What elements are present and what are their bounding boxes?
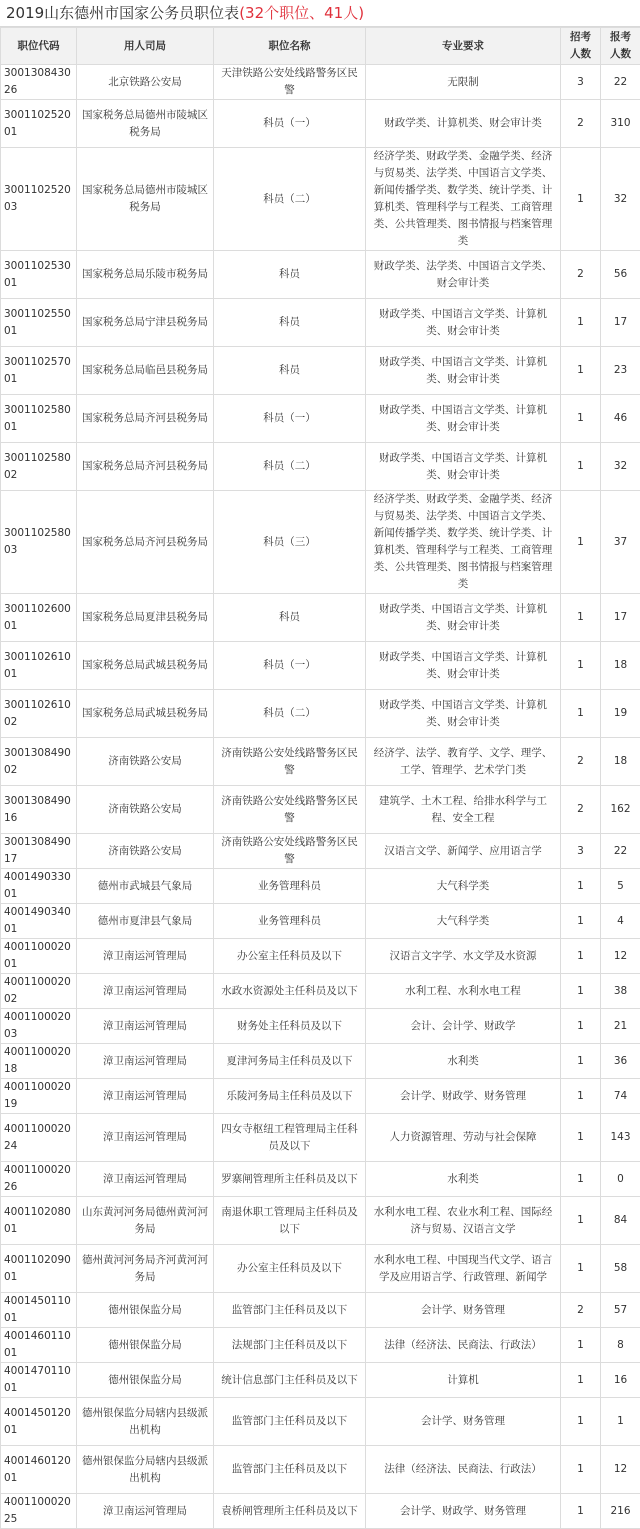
cell-major: 会计学、财务管理 (366, 1293, 561, 1328)
cell-major: 法律（经济法、民商法、行政法） (366, 1328, 561, 1363)
cell-major: 财政学类、中国语言文学类、计算机类、财会审计类 (366, 690, 561, 738)
table-row (1, 1197, 640, 1245)
cell-quota: 1 (561, 1494, 601, 1529)
cell-dept: 漳卫南运河管理局 (77, 1009, 214, 1044)
cell-position: 科员 (214, 299, 366, 347)
cell-dept: 国家税务总局德州市陵城区税务局 (77, 100, 214, 148)
table-row (1, 690, 640, 738)
cell-major: 会计学、财政学、财务管理 (366, 1079, 561, 1114)
cell-quota: 1 (561, 974, 601, 1009)
cell-position: 科员（二） (214, 443, 366, 491)
cell-applicants: 23 (601, 347, 640, 395)
cell-code: 300110257001 (1, 347, 77, 395)
cell-code: 400149033001 (1, 869, 77, 904)
positions-table (0, 27, 640, 1529)
table-row (1, 738, 640, 786)
table-row (1, 347, 640, 395)
table-row (1, 1494, 640, 1529)
table-row (1, 1162, 640, 1197)
cell-code: 300130849016 (1, 786, 77, 834)
header-dept: 用人司局 (77, 28, 214, 65)
cell-code: 400110002026 (1, 1162, 77, 1197)
cell-dept: 德州市夏津县气象局 (77, 904, 214, 939)
cell-quota: 3 (561, 65, 601, 100)
table-row (1, 594, 640, 642)
cell-quota: 1 (561, 642, 601, 690)
cell-code: 300110258001 (1, 395, 77, 443)
header-code: 职位代码 (1, 28, 77, 65)
table-row (1, 491, 640, 594)
cell-position: 业务管理科员 (214, 869, 366, 904)
cell-position: 科员 (214, 251, 366, 299)
cell-code: 300130843026 (1, 65, 77, 100)
cell-quota: 2 (561, 251, 601, 299)
table-row (1, 1398, 640, 1446)
table-row (1, 1079, 640, 1114)
cell-applicants: 17 (601, 594, 640, 642)
table-row (1, 1446, 640, 1494)
cell-applicants: 74 (601, 1079, 640, 1114)
cell-position: 济南铁路公安处线路警务区民警 (214, 738, 366, 786)
cell-applicants: 22 (601, 65, 640, 100)
cell-code: 400110002024 (1, 1114, 77, 1162)
cell-major: 汉语言文学、新闻学、应用语言学 (366, 834, 561, 869)
cell-code: 400110002019 (1, 1079, 77, 1114)
cell-major: 财政学类、中国语言文学类、计算机类、财会审计类 (366, 395, 561, 443)
cell-quota: 1 (561, 1079, 601, 1114)
cell-major: 会计学、财务管理 (366, 1398, 561, 1446)
cell-quota: 2 (561, 100, 601, 148)
cell-major: 财政学类、中国语言文学类、计算机类、财会审计类 (366, 594, 561, 642)
cell-dept: 国家税务总局德州市陵城区税务局 (77, 148, 214, 251)
cell-position: 乐陵河务局主任科员及以下 (214, 1079, 366, 1114)
cell-code: 400145011001 (1, 1293, 77, 1328)
cell-quota: 1 (561, 1398, 601, 1446)
title-highlight: (32个职位、41人) (239, 4, 364, 22)
cell-major: 财政学类、法学类、中国语言文学类、财会审计类 (366, 251, 561, 299)
cell-applicants: 46 (601, 395, 640, 443)
cell-code: 400110002001 (1, 939, 77, 974)
cell-applicants: 16 (601, 1363, 640, 1398)
cell-applicants: 32 (601, 443, 640, 491)
cell-quota: 1 (561, 1245, 601, 1293)
cell-quota: 1 (561, 869, 601, 904)
cell-major: 大气科学类 (366, 904, 561, 939)
table-row (1, 642, 640, 690)
cell-applicants: 0 (601, 1162, 640, 1197)
table-row (1, 1245, 640, 1293)
cell-applicants: 18 (601, 642, 640, 690)
cell-applicants: 21 (601, 1009, 640, 1044)
cell-position: 科员（一） (214, 642, 366, 690)
cell-position: 监管部门主任科员及以下 (214, 1398, 366, 1446)
cell-applicants: 12 (601, 939, 640, 974)
cell-major: 财政学类、中国语言文学类、计算机类、财会审计类 (366, 443, 561, 491)
cell-dept: 国家税务总局武城县税务局 (77, 642, 214, 690)
table-row (1, 395, 640, 443)
cell-dept: 国家税务总局齐河县税务局 (77, 491, 214, 594)
cell-code: 400110208001 (1, 1197, 77, 1245)
header-major: 专业要求 (366, 28, 561, 65)
table-header-row (1, 28, 640, 65)
cell-position: 监管部门主任科员及以下 (214, 1293, 366, 1328)
cell-dept: 国家税务总局乐陵市税务局 (77, 251, 214, 299)
cell-applicants: 32 (601, 148, 640, 251)
cell-major: 水利工程、水利水电工程 (366, 974, 561, 1009)
cell-dept: 国家税务总局夏津县税务局 (77, 594, 214, 642)
cell-applicants: 5 (601, 869, 640, 904)
cell-quota: 1 (561, 1363, 601, 1398)
cell-quota: 3 (561, 834, 601, 869)
table-title (0, 0, 640, 27)
cell-dept: 德州黄河河务局齐河黄河河务局 (77, 1245, 214, 1293)
cell-position: 科员（二） (214, 690, 366, 738)
table-row (1, 251, 640, 299)
cell-major: 水利类 (366, 1162, 561, 1197)
cell-applicants: 1 (601, 1398, 640, 1446)
table-row (1, 786, 640, 834)
cell-code: 400110002018 (1, 1044, 77, 1079)
cell-quota: 1 (561, 1009, 601, 1044)
cell-dept: 德州银保监分局辖内县级派出机构 (77, 1398, 214, 1446)
table-row (1, 869, 640, 904)
table-row (1, 299, 640, 347)
table-row (1, 65, 640, 100)
cell-code: 400149034001 (1, 904, 77, 939)
table-row (1, 974, 640, 1009)
cell-applicants: 36 (601, 1044, 640, 1079)
cell-dept: 北京铁路公安局 (77, 65, 214, 100)
cell-applicants: 12 (601, 1446, 640, 1494)
cell-dept: 漳卫南运河管理局 (77, 1162, 214, 1197)
cell-code: 300110255001 (1, 299, 77, 347)
cell-quota: 1 (561, 690, 601, 738)
cell-code: 300130849002 (1, 738, 77, 786)
cell-major: 人力资源管理、劳动与社会保障 (366, 1114, 561, 1162)
cell-position: 袁桥闸管理所主任科员及以下 (214, 1494, 366, 1529)
cell-position: 罗寨闸管理所主任科员及以下 (214, 1162, 366, 1197)
cell-position: 财务处主任科员及以下 (214, 1009, 366, 1044)
cell-code: 300110252003 (1, 148, 77, 251)
cell-dept: 济南铁路公安局 (77, 786, 214, 834)
cell-dept: 漳卫南运河管理局 (77, 974, 214, 1009)
cell-major: 水利水电工程、中国现当代文学、语言学及应用语言学、行政管理、新闻学 (366, 1245, 561, 1293)
cell-major: 法律（经济法、民商法、行政法） (366, 1446, 561, 1494)
cell-position: 科员（二） (214, 148, 366, 251)
cell-position: 南退休职工管理局主任科员及以下 (214, 1197, 366, 1245)
cell-applicants: 17 (601, 299, 640, 347)
cell-quota: 1 (561, 904, 601, 939)
cell-code: 400145012001 (1, 1398, 77, 1446)
table-row (1, 1363, 640, 1398)
cell-code: 300110253001 (1, 251, 77, 299)
table-row (1, 939, 640, 974)
cell-dept: 国家税务总局临邑县税务局 (77, 347, 214, 395)
cell-applicants: 4 (601, 904, 640, 939)
cell-major: 计算机 (366, 1363, 561, 1398)
cell-code: 300130849017 (1, 834, 77, 869)
cell-major: 经济学、法学、教育学、文学、理学、工学、管理学、艺术学门类 (366, 738, 561, 786)
cell-position: 天津铁路公安处线路警务区民警 (214, 65, 366, 100)
cell-position: 办公室主任科员及以下 (214, 939, 366, 974)
cell-quota: 1 (561, 1446, 601, 1494)
cell-position: 夏津河务局主任科员及以下 (214, 1044, 366, 1079)
cell-applicants: 18 (601, 738, 640, 786)
table-row (1, 1044, 640, 1079)
cell-major: 财政学类、中国语言文学类、计算机类、财会审计类 (366, 299, 561, 347)
cell-position: 统计信息部门主任科员及以下 (214, 1363, 366, 1398)
cell-applicants: 19 (601, 690, 640, 738)
cell-applicants: 162 (601, 786, 640, 834)
cell-dept: 漳卫南运河管理局 (77, 1494, 214, 1529)
cell-code: 400110002003 (1, 1009, 77, 1044)
cell-dept: 济南铁路公安局 (77, 834, 214, 869)
cell-applicants: 8 (601, 1328, 640, 1363)
cell-dept: 德州银保监分局 (77, 1293, 214, 1328)
cell-code: 300110258002 (1, 443, 77, 491)
cell-major: 会计学、财政学、财务管理 (366, 1494, 561, 1529)
table-row (1, 148, 640, 251)
cell-quota: 2 (561, 786, 601, 834)
cell-major: 建筑学、土木工程、给排水科学与工程、安全工程 (366, 786, 561, 834)
cell-code: 400110002025 (1, 1494, 77, 1529)
cell-major: 经济学类、财政学类、金融学类、经济与贸易类、法学类、中国语言文学类、新闻传播学类、数学类、统计学类、计算机类、管理科学与工程类、工商管理类、公共管理类、图书情报与档案管理类 (366, 491, 561, 594)
cell-quota: 1 (561, 594, 601, 642)
cell-quota: 1 (561, 395, 601, 443)
cell-position: 四女寺枢纽工程管理局主任科员及以下 (214, 1114, 366, 1162)
cell-position: 科员（一） (214, 100, 366, 148)
cell-dept: 德州银保监分局 (77, 1363, 214, 1398)
cell-dept: 漳卫南运河管理局 (77, 939, 214, 974)
cell-applicants: 143 (601, 1114, 640, 1162)
cell-applicants: 58 (601, 1245, 640, 1293)
title-main: 2019山东德州市国家公务员职位表 (6, 4, 239, 22)
cell-quota: 1 (561, 1328, 601, 1363)
cell-major: 水利水电工程、农业水利工程、国际经济与贸易、汉语言文学 (366, 1197, 561, 1245)
cell-code: 400146012001 (1, 1446, 77, 1494)
cell-major: 财政学类、中国语言文学类、计算机类、财会审计类 (366, 642, 561, 690)
cell-quota: 1 (561, 347, 601, 395)
cell-major: 会计、会计学、财政学 (366, 1009, 561, 1044)
cell-quota: 1 (561, 491, 601, 594)
cell-position: 业务管理科员 (214, 904, 366, 939)
cell-position: 水政水资源处主任科员及以下 (214, 974, 366, 1009)
cell-quota: 1 (561, 939, 601, 974)
cell-applicants: 84 (601, 1197, 640, 1245)
cell-position: 科员（一） (214, 395, 366, 443)
cell-applicants: 37 (601, 491, 640, 594)
table-row (1, 1009, 640, 1044)
cell-dept: 德州市武城县气象局 (77, 869, 214, 904)
cell-major: 经济学类、财政学类、金融学类、经济与贸易类、法学类、中国语言文学类、新闻传播学类、数学类、统计学类、计算机类、管理科学与工程类、工商管理类、公共管理类、图书情报与档案管理类 (366, 148, 561, 251)
cell-applicants: 216 (601, 1494, 640, 1529)
cell-quota: 1 (561, 1162, 601, 1197)
cell-applicants: 22 (601, 834, 640, 869)
cell-dept: 漳卫南运河管理局 (77, 1079, 214, 1114)
cell-position: 监管部门主任科员及以下 (214, 1446, 366, 1494)
header-quota: 招考人数 (561, 28, 601, 65)
cell-code: 300110260001 (1, 594, 77, 642)
cell-applicants: 38 (601, 974, 640, 1009)
cell-code: 300110252001 (1, 100, 77, 148)
cell-major: 财政学类、计算机类、财会审计类 (366, 100, 561, 148)
table-body (1, 65, 640, 1529)
cell-quota: 1 (561, 148, 601, 251)
table-row (1, 100, 640, 148)
cell-position: 法规部门主任科员及以下 (214, 1328, 366, 1363)
cell-quota: 1 (561, 1044, 601, 1079)
cell-quota: 2 (561, 1293, 601, 1328)
header-position: 职位名称 (214, 28, 366, 65)
cell-major: 无限制 (366, 65, 561, 100)
cell-major: 大气科学类 (366, 869, 561, 904)
cell-dept: 国家税务总局齐河县税务局 (77, 395, 214, 443)
cell-code: 300110261001 (1, 642, 77, 690)
table-row (1, 834, 640, 869)
cell-quota: 1 (561, 1114, 601, 1162)
cell-dept: 国家税务总局齐河县税务局 (77, 443, 214, 491)
cell-code: 400110209001 (1, 1245, 77, 1293)
cell-position: 济南铁路公安处线路警务区民警 (214, 786, 366, 834)
cell-major: 汉语言文字学、水文学及水资源 (366, 939, 561, 974)
cell-dept: 德州银保监分局 (77, 1328, 214, 1363)
table-row (1, 443, 640, 491)
cell-position: 济南铁路公安处线路警务区民警 (214, 834, 366, 869)
cell-dept: 漳卫南运河管理局 (77, 1044, 214, 1079)
cell-code: 400146011001 (1, 1328, 77, 1363)
cell-code: 400110002002 (1, 974, 77, 1009)
cell-code: 300110261002 (1, 690, 77, 738)
table-row (1, 1293, 640, 1328)
table-row (1, 904, 640, 939)
cell-dept: 济南铁路公安局 (77, 738, 214, 786)
table-row (1, 1114, 640, 1162)
cell-dept: 漳卫南运河管理局 (77, 1114, 214, 1162)
cell-position: 科员（三） (214, 491, 366, 594)
table-row (1, 1328, 640, 1363)
cell-dept: 德州银保监分局辖内县级派出机构 (77, 1446, 214, 1494)
cell-dept: 国家税务总局宁津县税务局 (77, 299, 214, 347)
cell-major: 水利类 (366, 1044, 561, 1079)
cell-code: 400147011001 (1, 1363, 77, 1398)
cell-position: 办公室主任科员及以下 (214, 1245, 366, 1293)
cell-quota: 1 (561, 1197, 601, 1245)
cell-major: 财政学类、中国语言文学类、计算机类、财会审计类 (366, 347, 561, 395)
cell-code: 300110258003 (1, 491, 77, 594)
cell-position: 科员 (214, 594, 366, 642)
cell-applicants: 310 (601, 100, 640, 148)
cell-applicants: 56 (601, 251, 640, 299)
cell-position: 科员 (214, 347, 366, 395)
cell-quota: 1 (561, 299, 601, 347)
cell-quota: 2 (561, 738, 601, 786)
header-applicants: 报考人数 (601, 28, 640, 65)
cell-applicants: 57 (601, 1293, 640, 1328)
cell-dept: 国家税务总局武城县税务局 (77, 690, 214, 738)
cell-dept: 山东黄河河务局德州黄河河务局 (77, 1197, 214, 1245)
cell-quota: 1 (561, 443, 601, 491)
